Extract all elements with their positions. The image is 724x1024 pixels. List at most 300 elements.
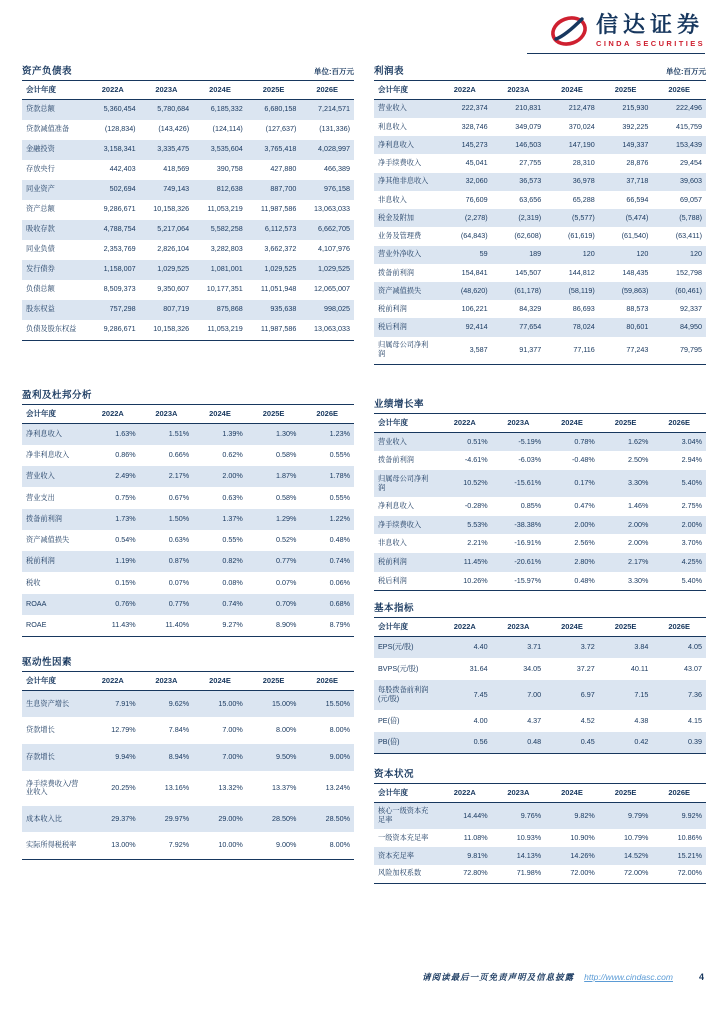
table-row — [374, 572, 706, 591]
value-cell: 29,454 — [680, 158, 702, 168]
profitability-dupont-section — [22, 387, 354, 637]
row-label: 同业资产 — [26, 184, 55, 194]
table-row — [374, 847, 706, 865]
value-cell: 7.91% — [115, 698, 136, 708]
row-label: 资产减值损失 — [26, 535, 70, 545]
value-cell: 37,718 — [626, 176, 649, 186]
value-cell: 0.82% — [222, 556, 243, 566]
row-label: ROAA — [26, 598, 47, 608]
row-label: 税前利润 — [26, 556, 55, 566]
value-cell: 14.44% — [463, 810, 488, 820]
value-cell: 71.98% — [492, 865, 546, 883]
value-cell: -38.38% — [514, 519, 542, 529]
column-header: 2022A — [438, 81, 492, 100]
value-cell: 106,221 — [461, 304, 488, 313]
value-cell: 28,310 — [572, 158, 595, 168]
table-row — [22, 99, 354, 120]
row-label: 业务及管理费 — [378, 231, 422, 241]
table-row — [22, 240, 354, 260]
value-cell: 0.55% — [222, 535, 243, 545]
value-cell: 15.50% — [325, 698, 350, 708]
row-label: 营业支出 — [26, 492, 55, 502]
column-header: 2023A — [492, 414, 546, 433]
value-cell: 2.00% — [222, 471, 243, 481]
value-cell: 1,029,525 — [264, 264, 297, 274]
value-cell: 13,063,033 — [314, 204, 350, 214]
value-cell: 43.07 — [684, 663, 702, 673]
table-row — [22, 120, 354, 140]
value-cell: (63,411) — [675, 231, 702, 241]
value-cell: 11.43% — [86, 615, 140, 637]
footer-disclaimer: 请阅读最后一页免责声明及信息披露 — [422, 972, 575, 982]
value-cell: 11,053,219 — [207, 204, 243, 214]
row-label: 生息资产增长 — [26, 698, 70, 708]
value-cell: 9.62% — [168, 698, 190, 708]
value-cell: 212,478 — [568, 103, 595, 113]
value-cell: 86,693 — [572, 304, 595, 313]
value-cell: 3,587 — [438, 337, 492, 364]
table-row — [374, 337, 706, 364]
row-label: BVPS(元/股) — [378, 663, 419, 673]
value-cell: 3.30% — [627, 478, 649, 488]
value-cell: 2.80% — [574, 557, 595, 567]
value-cell: 92,337 — [680, 304, 702, 313]
value-cell: 5.40% — [652, 572, 706, 591]
column-header: 2024E — [193, 672, 247, 691]
value-cell: 0.74% — [329, 556, 350, 566]
value-cell: 8.00% — [329, 725, 350, 735]
table-row — [374, 136, 706, 154]
value-cell: 2.75% — [681, 501, 702, 511]
value-cell: 3,335,475 — [157, 144, 190, 154]
table-row — [22, 300, 354, 320]
value-cell: 0.63% — [222, 492, 243, 502]
value-cell: 1,029,525 — [157, 264, 190, 274]
value-cell: 4,028,997 — [318, 144, 350, 154]
value-cell: 31.64 — [469, 663, 488, 673]
value-cell: 0.54% — [115, 535, 136, 545]
table-row — [22, 180, 354, 200]
row-label: 贷款增长 — [26, 725, 55, 735]
table-row — [374, 246, 706, 264]
table-row — [374, 802, 706, 829]
value-cell: 998,025 — [324, 304, 350, 314]
value-cell: 1.46% — [627, 501, 649, 511]
value-cell: 8.00% — [275, 725, 297, 735]
value-cell: 10.00% — [193, 832, 247, 859]
table-row — [374, 710, 706, 732]
value-cell: 222,496 — [676, 103, 702, 113]
value-cell: 13,063,033 — [300, 320, 354, 341]
table-row — [22, 423, 354, 445]
header-row — [22, 672, 354, 691]
row-label: 同业负债 — [26, 244, 55, 254]
value-cell: 2.00% — [681, 519, 702, 529]
value-cell: -0.48% — [572, 455, 595, 465]
row-label: 成本收入比 — [26, 813, 62, 823]
value-cell: -0.28% — [464, 501, 488, 511]
value-cell: 13.24% — [325, 782, 350, 792]
value-cell: 2.21% — [467, 538, 488, 548]
value-cell: -6.03% — [518, 455, 542, 465]
value-cell: 34.05 — [523, 663, 542, 673]
value-cell: 5,217,064 — [157, 224, 190, 234]
value-cell: 13.37% — [271, 782, 297, 792]
value-cell: 76,609 — [465, 194, 488, 204]
value-cell: 812,638 — [216, 184, 243, 194]
value-cell: 502,694 — [109, 184, 136, 194]
value-cell: (5,474) — [625, 212, 649, 222]
table-row — [22, 260, 354, 280]
value-cell: 154,841 — [461, 267, 488, 277]
table-row — [22, 551, 354, 572]
income_statement-title: 利润表 — [374, 66, 405, 77]
value-cell: 2.00% — [574, 519, 595, 529]
value-cell: 0.42 — [599, 732, 653, 754]
value-cell: 79,795 — [652, 337, 706, 364]
value-cell: 28,876 — [626, 158, 649, 168]
row-label: 净非利息收入 — [26, 450, 70, 460]
row-label: 净手续费收入 — [378, 158, 422, 168]
header-divider — [527, 53, 705, 54]
value-cell: -4.61% — [464, 455, 488, 465]
column-header: 会计年度 — [22, 81, 86, 100]
value-cell: 14.26% — [570, 850, 595, 860]
header-row — [22, 405, 354, 424]
value-cell: 4,788,754 — [103, 224, 136, 234]
column-header: 2023A — [492, 81, 546, 100]
value-cell: 15.21% — [677, 850, 702, 860]
column-header: 2022A — [86, 405, 140, 424]
table-row — [374, 636, 706, 658]
row-label: PB(倍) — [374, 732, 438, 754]
value-cell: 36,573 — [519, 176, 542, 186]
value-cell: 13.32% — [218, 782, 243, 792]
value-cell: 8.94% — [168, 751, 190, 761]
value-cell: 28.50% — [325, 813, 350, 823]
row-label: 净利息收入 — [26, 428, 62, 438]
value-cell: 6,185,332 — [210, 104, 243, 114]
table-row — [374, 732, 706, 754]
value-cell: 1,029,525 — [318, 264, 350, 274]
row-label: 股东权益 — [26, 304, 55, 314]
value-cell: 39,603 — [680, 176, 702, 186]
header-row — [374, 81, 706, 100]
value-cell: (2,278) — [464, 212, 488, 222]
value-cell: 10.52% — [463, 478, 488, 488]
value-cell: 3.72 — [580, 642, 595, 652]
profitability_dupont-table — [22, 404, 354, 637]
value-cell: 11.40% — [140, 615, 194, 637]
value-cell: 147,190 — [568, 139, 595, 149]
header-row — [374, 414, 706, 433]
value-cell: 10,177,351 — [206, 284, 243, 294]
value-cell: 77,654 — [519, 322, 542, 332]
row-label: 贷款减值准备 — [26, 124, 70, 134]
value-cell: (128,834) — [104, 124, 136, 134]
value-cell: 12.79% — [111, 725, 136, 735]
row-label: 每股拨备前利润(元/股) — [378, 685, 429, 704]
table-row — [22, 744, 354, 771]
value-cell: 1.39% — [222, 428, 243, 438]
header-row — [374, 784, 706, 803]
value-cell: 7.00 — [527, 689, 542, 699]
value-cell: 7.36 — [688, 689, 702, 699]
value-cell: 77,116 — [545, 337, 599, 364]
income-statement-section — [374, 63, 706, 365]
row-label: 资产减值损失 — [378, 285, 422, 295]
table-row — [374, 209, 706, 227]
income_statement-table — [374, 80, 706, 365]
value-cell: 0.52% — [275, 535, 297, 545]
header-row — [374, 618, 706, 637]
balance_sheet-table — [22, 80, 354, 341]
value-cell: -16.91% — [514, 538, 542, 548]
value-cell: 392,225 — [622, 121, 649, 131]
row-label: ROAE — [22, 615, 86, 637]
value-cell: 1.87% — [275, 471, 297, 481]
row-label: 核心一级资本充足率 — [378, 806, 429, 824]
row-label: 营业收入 — [378, 436, 407, 446]
value-cell: 2.17% — [627, 557, 649, 567]
table-row — [22, 771, 354, 806]
column-header: 2022A — [438, 414, 492, 433]
value-cell: 152,798 — [676, 267, 702, 277]
value-cell: 148,435 — [622, 267, 649, 277]
value-cell: 145,507 — [515, 267, 542, 277]
value-cell: 370,024 — [568, 121, 595, 131]
column-header: 2026E — [652, 81, 706, 100]
value-cell: 10.90% — [570, 832, 595, 842]
growth_rates-table — [374, 413, 706, 591]
row-label: 营业外净收入 — [378, 249, 422, 259]
value-cell: 328,746 — [461, 121, 488, 131]
value-cell: 749,143 — [163, 184, 190, 194]
drivers-section — [22, 654, 354, 860]
value-cell: 11,051,948 — [260, 284, 297, 294]
value-cell: 9.50% — [275, 751, 297, 761]
value-cell: 0.55% — [329, 492, 350, 502]
table-row — [374, 432, 706, 451]
balance_sheet-unit-label: 单位:百万元 — [314, 67, 354, 76]
value-cell: 59 — [479, 249, 488, 259]
value-cell: 3,662,372 — [264, 244, 297, 254]
value-cell: 1.30% — [275, 428, 297, 438]
row-label: 净利息收入 — [378, 139, 414, 149]
value-cell: 1,158,007 — [103, 264, 136, 274]
value-cell: 4.15 — [688, 715, 702, 725]
row-label: 负债及股东权益 — [22, 320, 86, 341]
table-row — [22, 320, 354, 341]
table-row — [374, 680, 706, 710]
column-header: 2023A — [492, 618, 546, 637]
value-cell: 0.62% — [222, 450, 243, 460]
value-cell: 0.47% — [574, 501, 595, 511]
row-label: 营业收入 — [26, 471, 55, 481]
row-label: 净手续费收入 — [378, 519, 422, 529]
value-cell: 9,350,607 — [157, 284, 190, 294]
value-cell: 72.00% — [599, 865, 653, 883]
value-cell: 0.85% — [520, 501, 542, 511]
value-cell: 29.00% — [218, 813, 243, 823]
value-cell: 6,680,158 — [264, 104, 297, 114]
footer-link[interactable]: http://www.cindasc.com — [584, 972, 673, 982]
value-cell: 91,377 — [492, 337, 546, 364]
row-label: 归属母公司净利润 — [378, 473, 429, 492]
row-label: 净利息收入 — [378, 501, 414, 511]
value-cell: (61,540) — [621, 231, 649, 241]
value-cell: 3,765,418 — [264, 144, 297, 154]
column-header: 2024E — [545, 784, 599, 803]
value-cell: 210,831 — [515, 103, 542, 113]
table-row — [374, 173, 706, 191]
value-cell: 418,569 — [163, 164, 190, 174]
row-label: 资产总额 — [26, 204, 55, 214]
value-cell: 0.76% — [115, 598, 136, 608]
table-row — [22, 280, 354, 300]
value-cell: 0.77% — [168, 598, 190, 608]
column-header: 2024E — [545, 414, 599, 433]
value-cell: 0.07% — [275, 577, 297, 587]
value-cell: 9.27% — [193, 615, 247, 637]
growth_rates-title: 业绩增长率 — [374, 399, 425, 410]
column-header: 2026E — [652, 618, 706, 637]
row-label: 发行债券 — [26, 264, 55, 274]
value-cell: 466,389 — [324, 164, 350, 174]
value-cell: 0.51% — [467, 436, 488, 446]
row-label: 一级资本充足率 — [378, 832, 429, 842]
value-cell: 349,079 — [515, 121, 542, 131]
value-cell: 9.81% — [467, 850, 488, 860]
row-label: 存款增长 — [26, 751, 55, 761]
value-cell: 4.52 — [580, 715, 595, 725]
value-cell: 1.37% — [222, 513, 243, 523]
capital-section — [374, 766, 706, 884]
value-cell: (48,620) — [460, 285, 488, 295]
table-row — [374, 318, 706, 336]
column-header: 2024E — [193, 405, 247, 424]
table-row — [22, 220, 354, 240]
table-row — [374, 470, 706, 497]
value-cell: 1.22% — [329, 513, 350, 523]
column-header: 会计年度 — [22, 405, 86, 424]
value-cell: (124,114) — [212, 124, 243, 134]
value-cell: 3,158,341 — [103, 144, 136, 154]
balance_sheet-title: 资产负债表 — [22, 66, 73, 77]
value-cell: 9,286,671 — [86, 320, 140, 341]
value-cell: 10,158,326 — [140, 320, 194, 341]
value-cell: 4.00 — [473, 715, 488, 725]
value-cell: 92,414 — [465, 322, 488, 332]
value-cell: 3.30% — [599, 572, 653, 591]
column-header: 2026E — [652, 784, 706, 803]
value-cell: 1,081,001 — [210, 264, 243, 274]
value-cell: (64,843) — [460, 231, 488, 241]
value-cell: 4,107,976 — [318, 244, 350, 254]
value-cell: 15.00% — [271, 698, 297, 708]
value-cell: 3.70% — [681, 538, 702, 548]
value-cell: 1.78% — [329, 471, 350, 481]
value-cell: (59,863) — [621, 285, 649, 295]
table-row — [374, 264, 706, 282]
value-cell: 77,243 — [599, 337, 653, 364]
value-cell: 189 — [529, 249, 542, 259]
value-cell: 4.05 — [688, 642, 702, 652]
value-cell: 11.08% — [463, 832, 488, 842]
value-cell: 0.06% — [329, 577, 350, 587]
table-row — [374, 154, 706, 172]
table-row — [374, 99, 706, 118]
row-label: 资本充足率 — [378, 850, 414, 860]
value-cell: 0.39 — [652, 732, 706, 754]
value-cell: 2,826,104 — [157, 244, 190, 254]
column-header: 会计年度 — [374, 618, 438, 637]
row-label: 税收 — [26, 577, 41, 587]
value-cell: 72.00% — [652, 865, 706, 883]
value-cell: 15.00% — [218, 698, 243, 708]
table-row — [22, 615, 354, 637]
value-cell: 807,719 — [163, 304, 190, 314]
value-cell: 2.00% — [627, 519, 649, 529]
table-row — [374, 282, 706, 300]
value-cell: -15.97% — [492, 572, 546, 591]
cinda-logo — [549, 12, 705, 50]
row-label: 拨备前利润 — [378, 267, 414, 277]
table-row — [374, 118, 706, 136]
value-cell: 11,053,219 — [193, 320, 247, 341]
value-cell: 0.58% — [275, 492, 297, 502]
row-label: 营业收入 — [378, 103, 407, 113]
value-cell: (58,119) — [568, 285, 595, 295]
column-header: 2025E — [599, 414, 653, 433]
capital-table — [374, 783, 706, 884]
table-row — [22, 806, 354, 833]
basic-indicators-section — [374, 600, 706, 754]
value-cell: 875,868 — [216, 304, 243, 314]
value-cell: 0.78% — [574, 436, 595, 446]
value-cell: 976,158 — [324, 184, 350, 194]
value-cell: 2.56% — [574, 538, 595, 548]
value-cell: 1.19% — [115, 556, 136, 566]
value-cell: 145,273 — [461, 139, 488, 149]
table-row — [374, 191, 706, 209]
value-cell: 88,573 — [626, 304, 649, 313]
drivers-table — [22, 671, 354, 860]
value-cell: 13.16% — [164, 782, 190, 792]
table-row — [374, 534, 706, 553]
column-header: 会计年度 — [22, 672, 86, 691]
column-header: 会计年度 — [374, 414, 438, 433]
growth-rates-section — [374, 396, 706, 591]
value-cell: 0.07% — [168, 577, 190, 587]
value-cell: 10,158,326 — [153, 204, 190, 214]
column-header: 2026E — [300, 405, 354, 424]
value-cell: 415,759 — [676, 121, 702, 131]
value-cell: 0.74% — [222, 598, 243, 608]
value-cell: 63,656 — [519, 194, 542, 204]
row-label: 贷款总额 — [26, 104, 55, 114]
value-cell: 4.25% — [681, 557, 702, 567]
column-header: 2025E — [599, 784, 653, 803]
drivers-title: 驱动性因素 — [22, 657, 73, 668]
value-cell: 9,286,671 — [103, 204, 136, 214]
column-header: 2025E — [599, 618, 653, 637]
page-number: 4 — [698, 972, 704, 982]
row-label: 税前利润 — [378, 304, 407, 313]
value-cell: 13.00% — [86, 832, 140, 859]
row-label: 税前利润 — [378, 557, 407, 567]
value-cell: (143,426) — [158, 124, 190, 134]
